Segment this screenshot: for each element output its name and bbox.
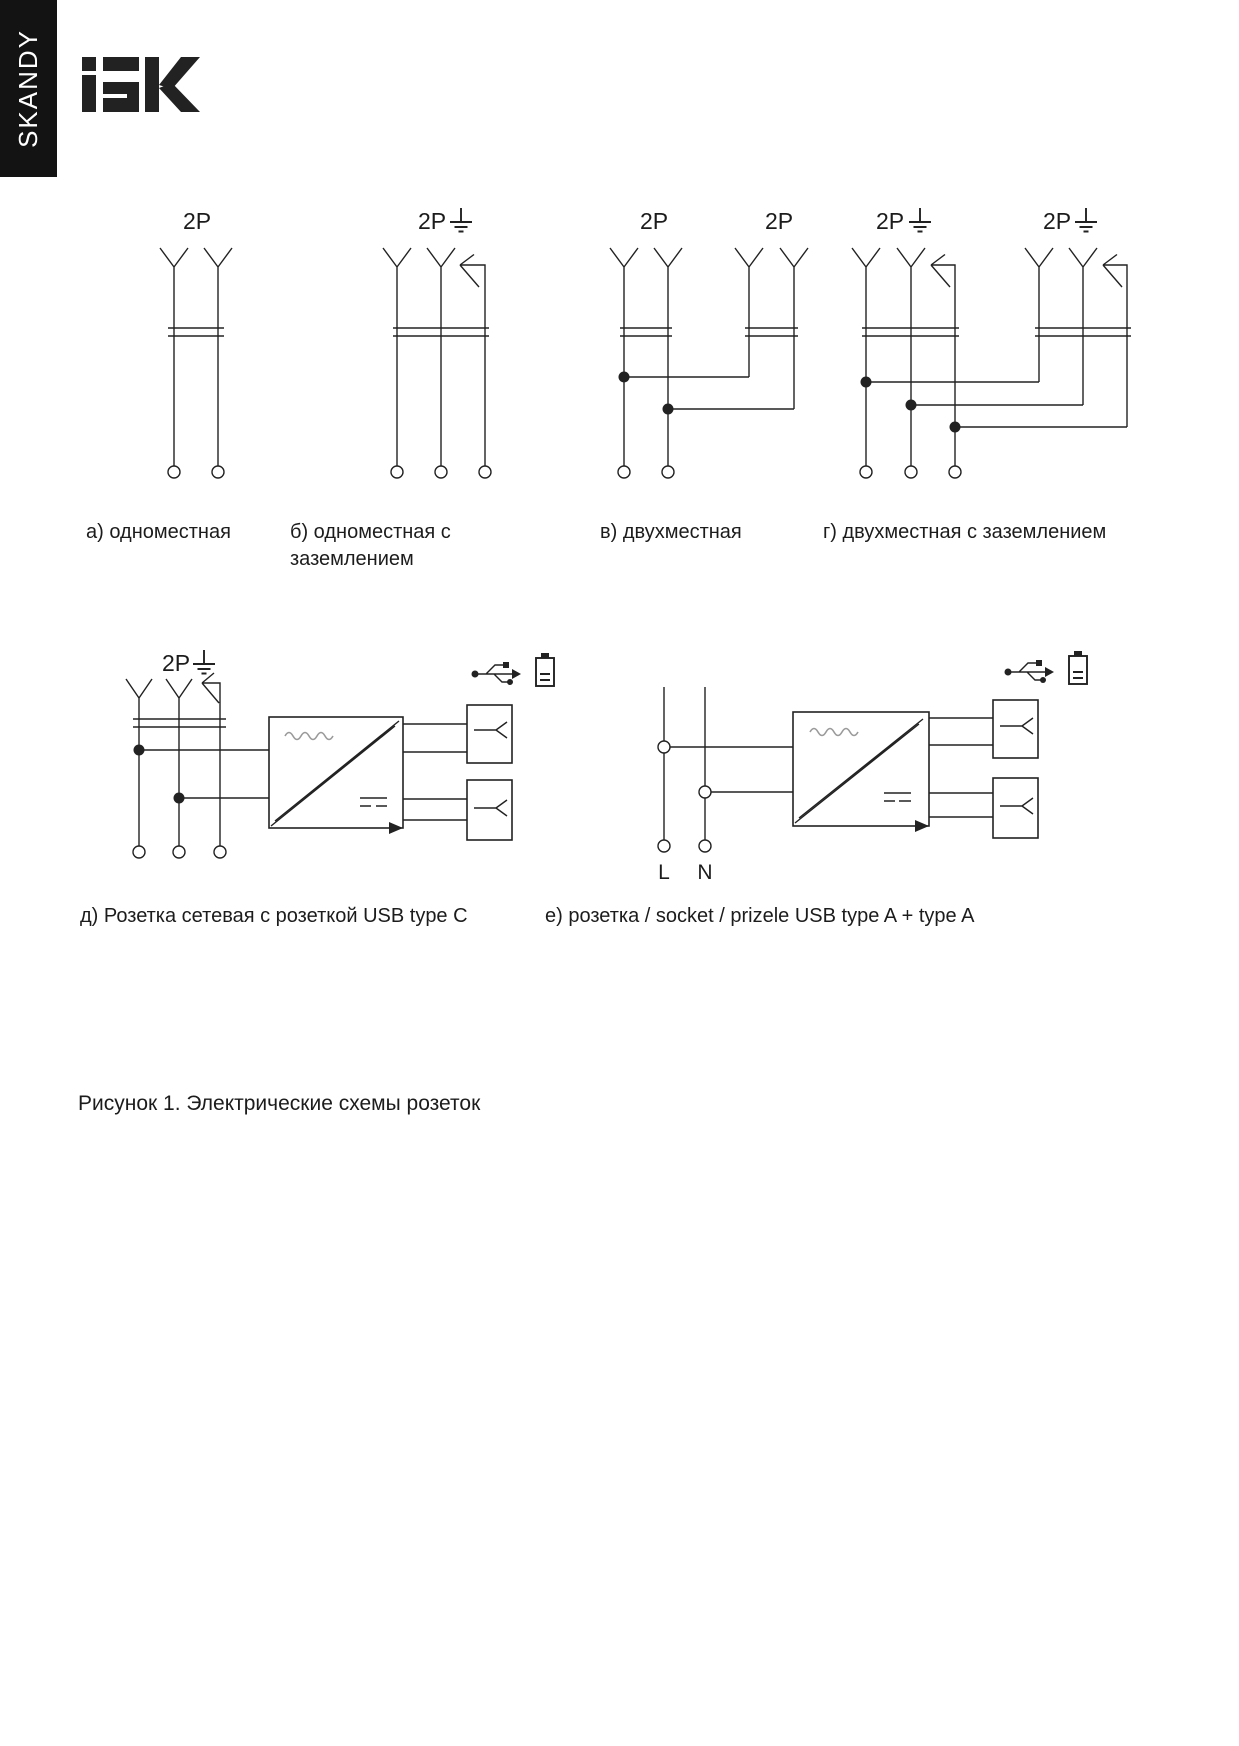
earth-ground-icon xyxy=(450,208,472,232)
pole-count-label: 2P xyxy=(765,208,794,234)
pole-line xyxy=(126,679,152,852)
line-label: L xyxy=(658,861,670,884)
ac-wave-icon xyxy=(810,729,858,736)
socket-contact-bars xyxy=(620,328,672,336)
usb-port-box xyxy=(467,780,512,840)
ac-wave-icon xyxy=(285,733,333,740)
caption-a: а) одноместная xyxy=(86,521,231,543)
usb-port-box xyxy=(993,700,1038,758)
ground-line-arrow-icon xyxy=(931,255,955,473)
terminal-circle xyxy=(658,840,670,852)
pole-line xyxy=(852,248,880,472)
tap-terminal-circle xyxy=(699,786,711,798)
battery-icon xyxy=(536,653,554,686)
terminal-circle xyxy=(905,466,917,478)
pole-line xyxy=(610,248,638,472)
diagram-b-single-socket-earthed xyxy=(340,180,515,492)
pole-count-label: 2P xyxy=(1043,208,1072,234)
neutral-label: N xyxy=(697,861,713,884)
earth-ground-icon xyxy=(909,208,931,232)
iek-logo-i-stem xyxy=(82,75,96,112)
terminal-circle xyxy=(168,466,180,478)
ground-line-arrow-icon xyxy=(202,673,220,852)
terminal-circle xyxy=(479,466,491,478)
terminal-circle xyxy=(699,840,711,852)
usb-icon xyxy=(1005,660,1055,683)
junction-dot xyxy=(906,400,917,411)
junction-dot xyxy=(950,422,961,433)
converter-diagonal xyxy=(271,721,399,826)
pole-count-label: 2P xyxy=(418,208,447,234)
plug-fork-icon xyxy=(1000,718,1033,734)
iek-logo-i-dot xyxy=(82,57,96,71)
terminal-circle xyxy=(949,466,961,478)
feed-wires xyxy=(139,750,269,798)
pole-line xyxy=(427,248,455,472)
pole-count-label: 2P xyxy=(640,208,669,234)
socket-contact-bars xyxy=(168,328,224,336)
iek-logo-e-bridge xyxy=(127,82,139,112)
dc-symbol-icon xyxy=(360,798,387,806)
caption-b-line1: б) одноместная с xyxy=(290,521,451,543)
caption-b-line2: заземлением xyxy=(290,548,414,570)
dc-symbol-icon xyxy=(884,793,911,801)
junction-dot xyxy=(619,372,630,383)
caption-g: г) двухместная с заземлением xyxy=(823,521,1107,543)
junction-dot xyxy=(134,745,145,756)
output-wires xyxy=(929,718,993,817)
acdc-converter-box xyxy=(269,717,403,834)
usb-port-box xyxy=(993,778,1038,838)
caption-v: в) двухместная xyxy=(600,521,742,543)
bridge-wires xyxy=(866,382,1127,427)
pole-count-label: 2P xyxy=(183,208,212,234)
output-wires xyxy=(403,724,467,820)
plug-fork-icon xyxy=(1000,798,1033,814)
pole-line xyxy=(160,248,188,472)
feed-wires xyxy=(664,747,793,792)
plug-fork-icon xyxy=(474,800,507,816)
junction-dot xyxy=(663,404,674,415)
usb-port-outline xyxy=(467,705,512,763)
terminal-circle xyxy=(212,466,224,478)
terminal-circle xyxy=(435,466,447,478)
supply-lines xyxy=(664,687,705,846)
diagram-a-single-socket xyxy=(120,180,250,492)
output-arrow-icon xyxy=(389,822,403,834)
acdc-converter-box xyxy=(793,712,929,832)
usb-port-box xyxy=(467,705,512,763)
caption-b xyxy=(290,519,451,573)
terminal-circle xyxy=(214,846,226,858)
pole-line xyxy=(383,248,411,472)
bridge-wires xyxy=(624,377,794,409)
figure-caption: Рисунок 1. Электрические схемы розеток xyxy=(78,1092,481,1115)
pole-line xyxy=(204,248,232,472)
pole-count-label: 2P xyxy=(876,208,905,234)
diagram-g-double-socket-earthed xyxy=(848,180,1140,492)
usb-port-outline xyxy=(993,700,1038,758)
pole-line xyxy=(166,679,192,852)
pole-line xyxy=(1069,248,1097,405)
usb-port-outline xyxy=(467,780,512,840)
iek-logo xyxy=(82,57,200,112)
terminal-circle xyxy=(133,846,145,858)
terminal-circle xyxy=(173,846,185,858)
iek-logo-k-lower-arm xyxy=(159,83,200,112)
terminal-circle xyxy=(860,466,872,478)
caption-e: е) розетка / socket / prizele USB type A + type A xyxy=(545,905,975,927)
terminal-circle xyxy=(662,466,674,478)
ground-line-arrow-icon xyxy=(1103,255,1127,428)
terminal-circle xyxy=(618,466,630,478)
diagram-v-double-socket xyxy=(598,180,820,492)
battery-icon xyxy=(1069,651,1087,684)
ground-line-arrow-icon xyxy=(460,255,485,473)
socket-contact-bars xyxy=(745,328,798,336)
pole-line xyxy=(735,248,763,377)
caption-d: д) Розетка сетевая с розеткой USB type C xyxy=(80,905,468,927)
earth-ground-icon xyxy=(193,650,215,674)
iek-logo-e-top xyxy=(103,57,139,71)
iek-logo-k-upper-arm xyxy=(159,57,200,89)
junction-dot xyxy=(174,793,185,804)
plug-fork-icon xyxy=(474,722,507,738)
usb-icon xyxy=(472,662,522,685)
series-banner xyxy=(0,0,57,177)
pole-line xyxy=(897,248,925,472)
earth-ground-icon xyxy=(1075,208,1097,232)
output-arrow-icon xyxy=(915,820,929,832)
junction-dot xyxy=(861,377,872,388)
diagram-e-socket-usb-a xyxy=(560,640,1105,892)
terminal-circle xyxy=(391,466,403,478)
series-banner-label: SKANDY xyxy=(13,29,43,148)
iek-logo-k-stem xyxy=(145,57,159,112)
usb-port-outline xyxy=(993,778,1038,838)
pole-line xyxy=(1025,248,1053,382)
converter-diagonal xyxy=(795,719,923,823)
pole-count-label: 2P xyxy=(162,650,191,676)
diagram-d-socket-usb-c xyxy=(110,640,570,892)
tap-terminal-circle xyxy=(658,741,670,753)
pole-line xyxy=(654,248,682,472)
